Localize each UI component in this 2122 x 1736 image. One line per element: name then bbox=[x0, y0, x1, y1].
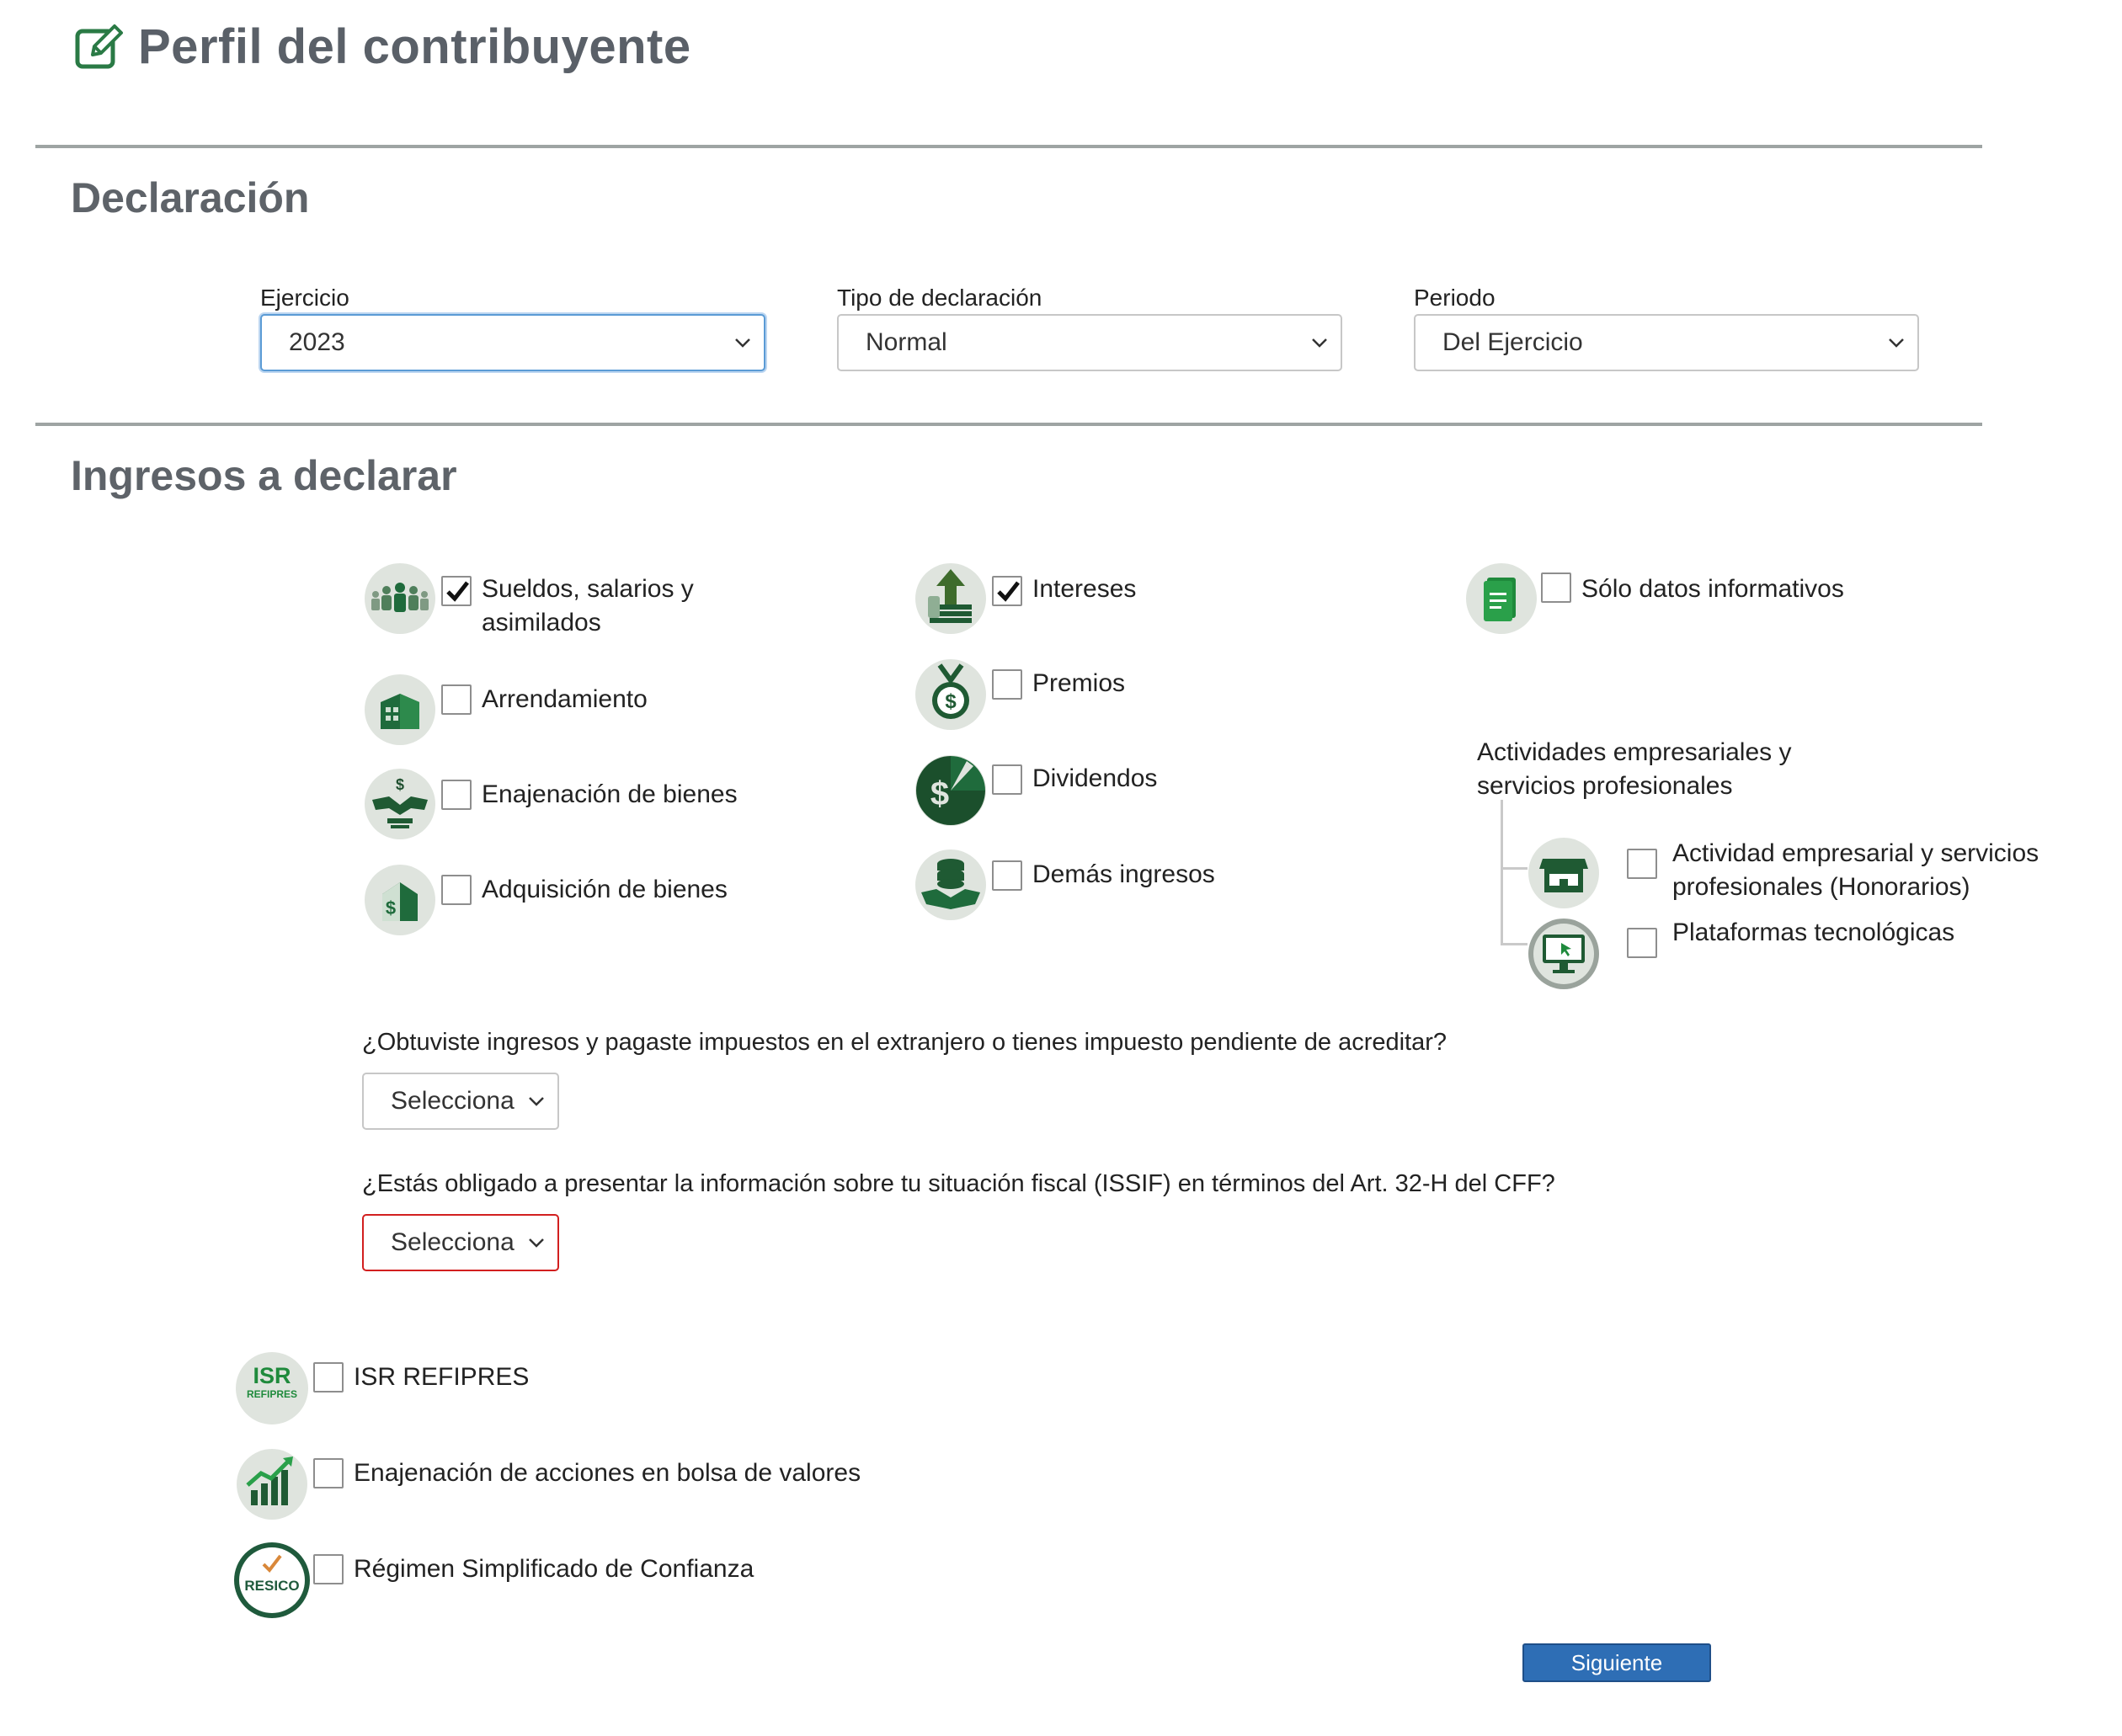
resico-label: Régimen Simplificado de Confianza bbox=[354, 1555, 754, 1583]
periodo-select[interactable] bbox=[1414, 314, 1919, 371]
solo-datos-checkbox[interactable] bbox=[1541, 572, 1571, 603]
isr-refipres-icon bbox=[236, 1352, 308, 1424]
honorarios-checkbox[interactable] bbox=[1627, 849, 1657, 879]
checkmark-icon bbox=[445, 578, 470, 604]
extranjero-select[interactable] bbox=[362, 1073, 559, 1130]
enajenacion-checkbox[interactable] bbox=[441, 780, 472, 810]
arrendamiento-checkbox[interactable] bbox=[441, 684, 472, 715]
bolsa-label: Enajenación de acciones en bolsa de valores bbox=[354, 1459, 861, 1487]
page-title: Perfil del contribuyente bbox=[138, 19, 691, 74]
refipres-badge-text: REFIPRES bbox=[246, 1388, 297, 1400]
stock-chart-icon bbox=[236, 1448, 308, 1520]
refipres-checkbox[interactable] bbox=[313, 1362, 344, 1393]
premios-label: Premios bbox=[1032, 669, 1126, 697]
tree-connector bbox=[1501, 867, 1528, 870]
medal-icon bbox=[914, 658, 987, 731]
demas-label: Demás ingresos bbox=[1032, 860, 1215, 888]
checkmark-icon bbox=[995, 578, 1021, 604]
svg-text:$: $ bbox=[930, 775, 950, 812]
sueldos-label: Sueldos, salarios y asimilados bbox=[482, 575, 694, 636]
money-growth-icon bbox=[914, 562, 987, 635]
isr-badge-text: ISR bbox=[253, 1363, 291, 1388]
periodo-value: Del Ejercicio bbox=[1442, 328, 1583, 356]
adquisicion-checkbox[interactable] bbox=[441, 875, 472, 905]
issif-select[interactable] bbox=[362, 1214, 559, 1271]
workers-icon bbox=[364, 562, 436, 635]
refipres-label: ISR REFIPRES bbox=[354, 1363, 530, 1391]
sueldos-checkbox[interactable] bbox=[441, 576, 472, 606]
section-title-ingresos: Ingresos a declarar bbox=[71, 452, 457, 499]
handshake-icon bbox=[364, 768, 436, 840]
divider bbox=[35, 145, 1982, 148]
resico-icon bbox=[234, 1542, 310, 1618]
house-dollar-icon bbox=[364, 864, 436, 936]
periodo-label: Periodo bbox=[1414, 285, 1496, 311]
monitor-icon bbox=[1528, 918, 1600, 990]
bolsa-checkbox[interactable] bbox=[313, 1458, 344, 1488]
tipo-declaracion-select[interactable] bbox=[837, 314, 1342, 371]
ejercicio-value: 2023 bbox=[289, 328, 345, 356]
dividendos-checkbox[interactable] bbox=[992, 764, 1022, 795]
check-badge-icon bbox=[261, 1552, 283, 1574]
svg-text:$: $ bbox=[945, 690, 957, 713]
intereses-checkbox[interactable] bbox=[992, 576, 1022, 606]
svg-text:$: $ bbox=[395, 776, 405, 793]
svg-text:$: $ bbox=[385, 897, 397, 919]
chevron-down-icon bbox=[527, 1237, 546, 1249]
resico-checkbox[interactable] bbox=[313, 1554, 344, 1584]
tipo-value: Normal bbox=[866, 328, 947, 356]
building-icon bbox=[364, 674, 436, 746]
actividades-title: Actividades empresariales y servicios profesionales bbox=[1477, 738, 1792, 800]
solo-datos-label: Sólo datos informativos bbox=[1581, 575, 1844, 603]
chevron-down-icon bbox=[733, 337, 752, 349]
question-extranjero: ¿Obtuviste ingresos y pagaste impuestos en el extranjero o tienes impuesto pendiente de acreditar? bbox=[362, 1029, 1448, 1056]
question-issif: ¿Estás obligado a presentar la información sobre tu situación fiscal (ISSIF) en términos del Art. 32-H del CFF? bbox=[362, 1170, 1555, 1197]
plataformas-label: Plataformas tecnológicas bbox=[1672, 919, 1955, 946]
premios-checkbox[interactable] bbox=[992, 669, 1022, 700]
issif-value: Selecciona bbox=[391, 1228, 515, 1256]
next-button[interactable]: Siguiente bbox=[1522, 1643, 1711, 1682]
extranjero-value: Selecciona bbox=[391, 1087, 515, 1115]
chevron-down-icon bbox=[527, 1095, 546, 1107]
edit-icon bbox=[74, 21, 126, 73]
chevron-down-icon bbox=[1887, 337, 1906, 349]
divider bbox=[35, 423, 1982, 426]
pie-dollar-icon bbox=[914, 754, 987, 827]
page-header bbox=[74, 19, 691, 75]
ejercicio-label: Ejercicio bbox=[260, 285, 349, 311]
plataformas-checkbox[interactable] bbox=[1627, 928, 1657, 958]
demas-checkbox[interactable] bbox=[992, 860, 1022, 891]
ejercicio-select[interactable] bbox=[260, 314, 765, 371]
intereses-label: Intereses bbox=[1032, 575, 1137, 603]
dividendos-label: Dividendos bbox=[1032, 764, 1158, 792]
tree-connector bbox=[1501, 943, 1528, 945]
chevron-down-icon bbox=[1310, 337, 1329, 349]
document-icon bbox=[1465, 562, 1538, 635]
enajenacion-label: Enajenación de bienes bbox=[482, 780, 738, 808]
store-icon bbox=[1528, 837, 1600, 909]
honorarios-label: Actividad empresarial y servicios profesionales (Honorarios) bbox=[1672, 839, 2039, 901]
arrendamiento-label: Arrendamiento bbox=[482, 685, 648, 713]
resico-badge-text: RESICO bbox=[244, 1578, 300, 1594]
section-title-declaracion: Declaración bbox=[71, 174, 310, 221]
adquisicion-label: Adquisición de bienes bbox=[482, 876, 728, 903]
coins-icon bbox=[914, 849, 987, 921]
tipo-label: Tipo de declaración bbox=[837, 285, 1042, 311]
tree-connector bbox=[1501, 800, 1503, 945]
